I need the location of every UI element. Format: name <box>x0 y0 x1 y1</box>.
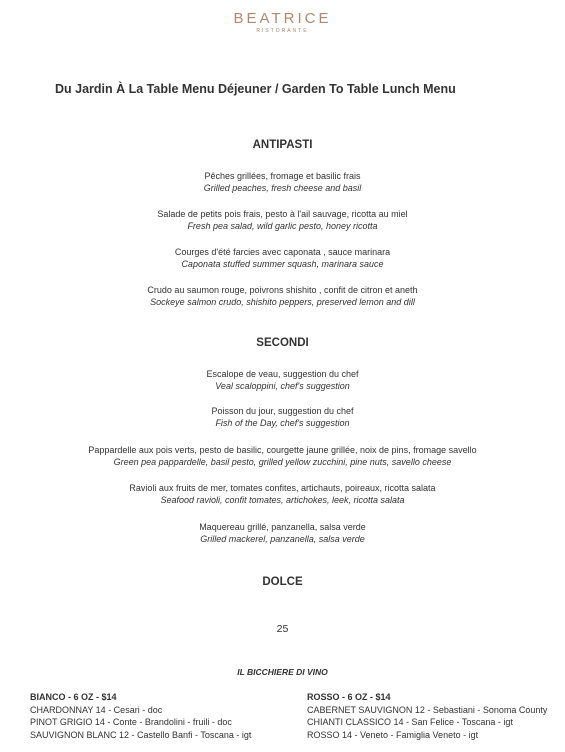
wine-item: CHARDONNAY 14 - Cesari - doc <box>30 704 163 715</box>
dish-french: Pappardelle aux pois verts, pesto de basilic, courgette jaune grillée, noix de pins, fromage savello <box>88 445 477 455</box>
wine-list-bianco <box>30 691 251 741</box>
dish-english: Sockeye salmon crudo, shishito peppers, preserved lemon and dill <box>150 297 415 307</box>
dish-antipasti-2 <box>0 208 565 232</box>
wine-heading-rosso: ROSSO - 6 OZ - $14 <box>307 692 391 702</box>
menu-title: Du Jardin À La Table Menu Déjeuner / Garden To Table Lunch Menu <box>55 82 456 96</box>
dish-french: Poisson du jour, suggestion du chef <box>211 406 354 416</box>
dish-secondi-4 <box>0 482 565 506</box>
dish-english: Veal scaloppini, chef's suggestion <box>215 381 350 391</box>
dish-secondi-5 <box>0 521 565 545</box>
section-title-secondi: SECONDI <box>256 337 309 349</box>
wine-item: SAUVIGNON BLANC 12 - Castello Banfi - Toscana - igt <box>30 729 252 740</box>
wine-list-rosso <box>307 691 547 741</box>
dish-french: Ravioli aux fruits de mer, tomates confites, artichauts, poireaux, ricotta salata <box>129 483 436 493</box>
menu-price: 25 <box>276 623 289 635</box>
wine-item: ROSSO 14 - Veneto - Famiglia Veneto - igt <box>307 729 479 740</box>
wine-section-title: IL BICCHIERE DI VINO <box>237 667 328 677</box>
dish-english: Grilled mackerel, panzanella, salsa verde <box>200 534 365 544</box>
dish-french: Pêches grillées, fromage et basilic frais <box>204 171 361 181</box>
section-title-dolce: DOLCE <box>262 576 303 588</box>
dish-english: Fish of the Day, chef's suggestion <box>215 418 350 428</box>
dish-english: Seafood ravioli, confit tomates, artichokes, leek, ricotta salata <box>160 495 405 505</box>
dish-antipasti-4 <box>0 284 565 308</box>
dish-secondi-3 <box>0 444 565 468</box>
dish-english: Grilled peaches, fresh cheese and basil <box>203 183 362 193</box>
wine-heading-bianco: BIANCO - 6 OZ - $14 <box>30 692 117 702</box>
brand-name: BEATRICE <box>233 10 332 27</box>
brand-tagline: RISTORANTE <box>256 28 309 34</box>
dish-french: Crudo au saumon rouge, poivrons shishito , confit de citron et aneth <box>147 285 418 295</box>
dish-secondi-2 <box>0 405 565 429</box>
dish-english: Fresh pea salad, wild garlic pesto, honey ricotta <box>187 221 378 231</box>
dish-french: Escalope de veau, suggestion du chef <box>206 369 359 379</box>
dish-english: Green pea pappardelle, basil pesto, grilled yellow zucchini, pine nuts, savello cheese <box>113 457 452 467</box>
restaurant-logo <box>0 10 565 34</box>
dish-french: Courges d'été farcies avec caponata , sauce marinara <box>174 247 391 257</box>
dish-english: Caponata stuffed summer squash, marinara sauce <box>181 259 384 269</box>
wine-item: PINOT GRIGIO 14 - Conte - Brandolini - fruili - doc <box>30 717 232 727</box>
wine-item: CHIANTI CLASSICO 14 - San Felice - Toscana - igt <box>307 717 513 727</box>
dish-french: Salade de petits pois frais, pesto à l'ail sauvage, ricotta au miel <box>157 209 408 219</box>
dish-antipasti-1 <box>0 170 565 194</box>
dish-french: Maquereau grillé, panzanella, salsa verde <box>199 522 366 532</box>
wine-item: CABERNET SAUVIGNON 12 - Sebastiani - Sonoma County <box>307 704 548 715</box>
dish-secondi-1 <box>0 368 565 392</box>
section-title-antipasti: ANTIPASTI <box>252 139 313 151</box>
dish-antipasti-3 <box>0 246 565 270</box>
